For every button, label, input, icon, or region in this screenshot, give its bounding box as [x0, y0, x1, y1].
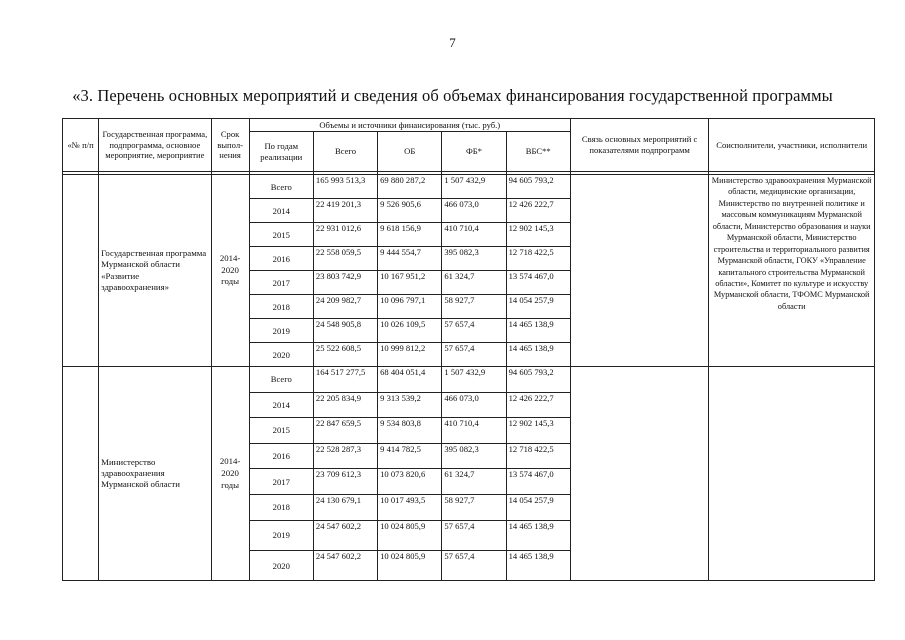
total-cell: 22 558 059,5 — [313, 247, 377, 271]
year-cell: 2014 — [249, 199, 313, 223]
year-cell: 2017 — [249, 271, 313, 295]
fb-cell: 395 082,3 — [442, 247, 506, 271]
fb-cell: 395 082,3 — [442, 443, 506, 469]
fb-cell: 58 927,7 — [442, 494, 506, 520]
ob-cell: 69 880 287,2 — [378, 175, 442, 199]
row-number-cell — [63, 175, 99, 367]
fb-cell: 57 657,4 — [442, 550, 506, 580]
program-name-cell: Государственная программа Мурманской области «Развитие здравоохранения» — [99, 175, 211, 367]
fb-cell: 58 927,7 — [442, 295, 506, 319]
vbs-cell: 12 902 145,3 — [506, 418, 570, 444]
total-cell: 24 209 982,7 — [313, 295, 377, 319]
financing-table — [62, 118, 875, 581]
fb-cell: 466 073,0 — [442, 392, 506, 418]
ob-cell: 10 096 797,1 — [378, 295, 442, 319]
ob-cell: 10 017 493,5 — [378, 494, 442, 520]
vbs-cell: 94 605 793,2 — [506, 175, 570, 199]
vbs-cell: 12 902 145,3 — [506, 223, 570, 247]
col-header-executors: Соисполнители, участники, исполнители — [709, 119, 875, 172]
table-row — [63, 367, 875, 393]
col-header-total: Всего — [313, 132, 377, 172]
total-cell: 22 419 201,3 — [313, 199, 377, 223]
year-cell: 2020 — [249, 343, 313, 367]
total-cell: 24 130 679,1 — [313, 494, 377, 520]
col-header-ob: ОБ — [378, 132, 442, 172]
term-cell: 2014-2020 годы — [211, 367, 249, 581]
vbs-cell: 14 465 138,9 — [506, 343, 570, 367]
link-cell — [570, 175, 709, 367]
fb-cell: 61 324,7 — [442, 271, 506, 295]
vbs-cell: 12 718 422,5 — [506, 247, 570, 271]
vbs-cell: 13 574 467,0 — [506, 469, 570, 495]
col-header-link: Связь основных мероприятий с показателями подпрограмм — [570, 119, 709, 172]
program-name-cell: Министерство здравоохранения Мурманской области — [99, 367, 211, 581]
header-row-1 — [63, 119, 875, 132]
link-cell — [570, 367, 709, 581]
year-cell: 2020 — [249, 550, 313, 580]
fb-cell: 466 073,0 — [442, 199, 506, 223]
ob-cell: 10 024 805,9 — [378, 550, 442, 580]
year-cell: 2016 — [249, 247, 313, 271]
total-cell: 165 993 513,3 — [313, 175, 377, 199]
col-header-years: По годам реализации — [249, 132, 313, 172]
fb-cell: 57 657,4 — [442, 343, 506, 367]
vbs-cell: 14 054 257,9 — [506, 295, 570, 319]
year-cell: 2018 — [249, 295, 313, 319]
total-cell: 24 547 602,2 — [313, 550, 377, 580]
total-cell: 164 517 277,5 — [313, 367, 377, 393]
ob-cell: 68 404 051,4 — [378, 367, 442, 393]
executors-cell: Министерство здравоохранения Мурманской области, медицинские организации, Министерство по внутренней политике и массовым коммуникациям Мурманской области, Министерство образования и науки Мурманской области, Министерство строительства и территориального развития Мурманской области, ГОКУ «Управление капитального строительства Мурманской области», Комитет по культуре и искусству Мурманской области, ТФОМС Мурманской области — [709, 175, 875, 367]
fb-cell: 57 657,4 — [442, 319, 506, 343]
ob-cell: 9 313 539,2 — [378, 392, 442, 418]
col-header-vbs: ВБС** — [506, 132, 570, 172]
fb-cell: 57 657,4 — [442, 520, 506, 550]
year-cell: 2014 — [249, 392, 313, 418]
total-cell: 22 847 659,5 — [313, 418, 377, 444]
total-cell: 24 547 602,2 — [313, 520, 377, 550]
vbs-cell: 13 574 467,0 — [506, 271, 570, 295]
vbs-cell: 14 465 138,9 — [506, 550, 570, 580]
year-cell: 2019 — [249, 520, 313, 550]
vbs-cell: 14 465 138,9 — [506, 520, 570, 550]
col-header-program: Государственная программа, подпрограмма, основное мероприятие, мероприятие — [99, 119, 211, 172]
total-cell: 23 803 742,9 — [313, 271, 377, 295]
col-header-fb: ФБ* — [442, 132, 506, 172]
vbs-cell: 12 718 422,5 — [506, 443, 570, 469]
year-cell: Всего — [249, 175, 313, 199]
executors-cell — [709, 367, 875, 581]
ob-cell: 9 618 156,9 — [378, 223, 442, 247]
fb-cell: 1 507 432,9 — [442, 175, 506, 199]
ob-cell: 9 534 803,8 — [378, 418, 442, 444]
ob-cell: 10 073 820,6 — [378, 469, 442, 495]
year-cell: 2016 — [249, 443, 313, 469]
total-cell: 25 522 608,5 — [313, 343, 377, 367]
vbs-cell: 14 054 257,9 — [506, 494, 570, 520]
vbs-cell: 14 465 138,9 — [506, 319, 570, 343]
page-title: «3. Перечень основных мероприятий и сведения об объемах финансирования государственной программы — [72, 86, 833, 105]
year-cell: 2015 — [249, 418, 313, 444]
year-cell: Всего — [249, 367, 313, 393]
fb-cell: 410 710,4 — [442, 223, 506, 247]
total-cell: 22 528 287,3 — [313, 443, 377, 469]
total-cell: 23 709 612,3 — [313, 469, 377, 495]
ob-cell: 10 999 812,2 — [378, 343, 442, 367]
ob-cell: 10 024 805,9 — [378, 520, 442, 550]
year-cell: 2017 — [249, 469, 313, 495]
col-header-funding-group: Объемы и источники финансирования (тыс. руб.) — [249, 119, 570, 132]
ob-cell: 9 526 905,6 — [378, 199, 442, 223]
vbs-cell: 94 605 793,2 — [506, 367, 570, 393]
vbs-cell: 12 426 222,7 — [506, 199, 570, 223]
total-cell: 22 931 012,6 — [313, 223, 377, 247]
table-row — [63, 175, 875, 199]
col-header-term: Срок выпол-нения — [211, 119, 249, 172]
col-header-num: «№ п/п — [63, 119, 99, 172]
year-cell: 2015 — [249, 223, 313, 247]
term-cell: 2014-2020 годы — [211, 175, 249, 367]
row-number-cell — [63, 367, 99, 581]
ob-cell: 10 167 951,2 — [378, 271, 442, 295]
total-cell: 24 548 905,8 — [313, 319, 377, 343]
fb-cell: 61 324,7 — [442, 469, 506, 495]
page-number: 7 — [449, 35, 456, 50]
ob-cell: 9 414 782,5 — [378, 443, 442, 469]
fb-cell: 410 710,4 — [442, 418, 506, 444]
ob-cell: 9 444 554,7 — [378, 247, 442, 271]
ob-cell: 10 026 109,5 — [378, 319, 442, 343]
year-cell: 2019 — [249, 319, 313, 343]
vbs-cell: 12 426 222,7 — [506, 392, 570, 418]
year-cell: 2018 — [249, 494, 313, 520]
fb-cell: 1 507 432,9 — [442, 367, 506, 393]
total-cell: 22 205 834,9 — [313, 392, 377, 418]
